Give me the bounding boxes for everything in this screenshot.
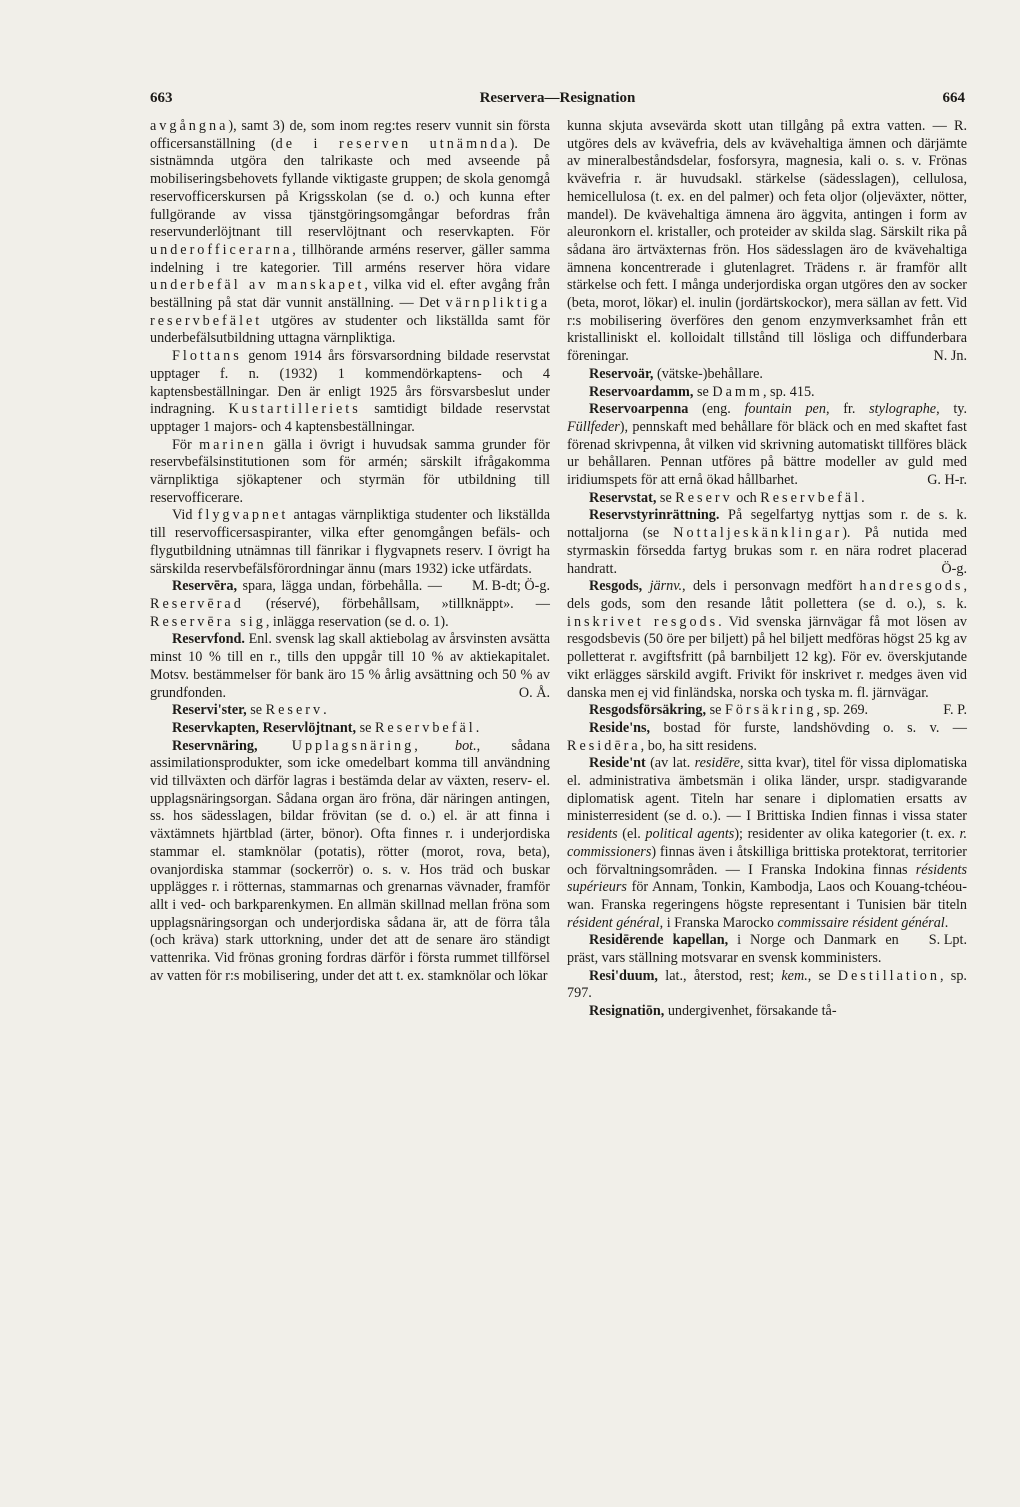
text-run: , sitta kvar), titel för vissa diplomatiska el. administrativa ämbetsmän i olika länder, urspr. stadigvarande diplomatisk agent. Titeln har senare i diplomatien ersatts av ministerresident (se d. o.). — I Brittiska Indien finnas i vissa stater [567,755,968,825]
text-run: samtidigt bildade reservstat upptager 1 majors- och 4 kaptensbeställningar. [150,401,550,435]
text-run: residēre [694,755,741,772]
text-run: . [861,489,865,506]
cross-reference: Reserv [675,489,733,506]
text-run: , sp. 415. [762,383,815,400]
text-run: , fr. [825,401,870,418]
text-run: lat., återstod, rest; [657,967,782,984]
headword: Reservēra, [172,578,237,595]
entry-resignation [567,1003,967,1021]
text-run: järnv. [649,578,683,595]
text-run: se [656,489,676,506]
text-run: . Vid svenska järnvägar få mot lösen av resgodsbevis (50 öre per biljett) på hel biljett medföras högst 25 kg av polletterat r. avgiftsfritt (på barnbiljett 12 kg). För ev. överskjutande vikt erlägges särskild avgift. Frivikt för inskrivet r. medges även vid danska men ej vid finländska, norska och tyska m. fl. järnvägar. [567,613,967,701]
headword: Reservkapten, Reservlöjtnant, [172,719,357,736]
text-run: och [732,489,761,506]
text-run: Füllfeder [567,418,620,435]
left-column [150,118,550,985]
running-title: Reservera—Resignation [479,90,636,106]
text-run: ). På nutida med styrmaskin försedda fartyg brukas som r. en nära rodret placerad handratt. [567,525,967,577]
text-run: , dels gods, som den resande låtit pollettera (se d. o.), s. k. [567,578,968,612]
text-run: För [172,436,200,453]
cross-reference: Reserv [265,702,324,719]
text-run: résident général [567,914,660,931]
entry-reservoardamm [567,384,967,402]
entry-reservoarpenna [567,401,967,490]
text-run: Reservērad [150,595,244,612]
text-run: , se [807,967,838,984]
text-run: stylographe [869,401,937,418]
text-run: (réservé), förbehållsam, »tillknäppt». — [243,595,550,612]
text-run: . [475,719,480,736]
text-run: ) finnas även i åtskilliga brittiska protektorat, territorier och förvaltningsområden. — I Franska Indokina finnas [567,843,967,878]
text-run: underofficerarna [150,241,293,258]
text-run: political agents [645,826,735,843]
text-run: . [944,914,949,931]
author-signature: Ö-g. [941,560,967,577]
author-signature: G. H-r. [927,472,967,489]
text-run: , inlägga reservation (se d. o. 1). [265,613,449,630]
entry-reservstyrinrattning [567,507,967,578]
text-run: se [246,702,266,719]
text-run: Kustartilleriets [228,401,361,418]
entry-reservstat [567,490,967,508]
text-run: flygvapnet [197,507,289,524]
text-run: avgångna [150,118,229,134]
text-run: antagas värnpliktiga studenter och likställda till reservofficersaspiranter, vilka efter genomgången befäls- och flygutbildning utnämnas till fänrikar i flygvapnets reserv. I övrigt ha särskilda reservbefälsförordningar ännu (mars 1932) icke utfärdats. [150,507,550,577]
page-number-left: 663 [150,90,173,106]
text-run: . [323,702,327,719]
text-run: ), samt 3) de, som inom reg:tes reserv vunnit sin första officersanställning ( [150,118,550,152]
text-run: , tillhörande arméns reserver, gäller samma indelning i tre kategorier. Till arméns reserver höra vidare [150,241,550,276]
text-run: , ty. [936,401,968,418]
text-run: se [693,383,713,400]
author-signature: O. Å. [518,684,550,701]
text-run: ). De sistnämnda utgöra den talrikaste och med avseende på mobiliseringsbehovets fyllande viktigaste gruppen; de skola genomgå reservofficerskursen på Krigsskolan (se d. o.) och kunna efter fullgörande av vissa tjänstgöringsomgångar befordras från reservunderlöjtnant till reservlöjtnant och reservkapten. För [150,135,550,241]
text-run: bot. [454,737,477,754]
text-run: , sp. 269. [816,702,869,719]
headword: Reservi'ster, [172,702,247,719]
headword: Reservstat, [589,489,657,506]
right-column [567,118,967,1021]
headword: Resgodsförsäkring, [589,702,707,719]
paragraph-marinen [150,437,550,508]
entry-residens [567,720,967,755]
text-run: de i reserven utnämnda [275,135,510,152]
text-run: Enl. svensk lag skall aktiebolag av årsvinsten avsätta minst 10 % till en r., tills den uppgår till 10 % av aktiekapitalet. Motsv. bestämmelser för bank äro 15 % årlig avsättning och 50 % av grundfonden. [150,631,550,701]
text-run: se [706,702,725,719]
text-run: för Annam, Tonkin, Kambodja, Laos och Kouang-tchéou-wan. Franska regeringens högste representant i Tunisien bär titeln [567,879,967,913]
headword: Reservoardamm, [589,383,694,400]
text-run: handresgods [859,578,964,595]
headword: Reservstyrinrättning. [589,507,720,524]
text-run: se [356,719,375,736]
cross-reference: Reservbefäl [760,489,862,506]
cross-reference: Försäkring [724,702,817,719]
text-run: På segelfartyg nyttjas som r. de s. k. nottaljorna (se [567,507,967,542]
text-run: genom 1914 års försvarsordning bildade reservstat upptager f. n. (1932) 1 kommendörkaptens- och 4 kaptensbeställningar. Den är enligt 1925 års försvarsbeslut under indragning. [150,348,550,418]
text-run: underbefäl av manskapet [150,277,365,294]
headword: Reside'nt [589,755,646,772]
paragraph-flottans [150,348,550,437]
headword: Reservoarpenna [589,401,689,418]
headword: Reservoär, [589,365,654,382]
text-run: spara, lägga undan, förbehålla. — [237,578,442,595]
text-run: , dels i personvagn medfört [682,578,860,595]
text-run: , sådana assimilationsprodukter, som icke omedelbart komma till användning vid tillväxten och därför lagras i bestämda delar av växten, reserv- el. upplagsnäringsorgan. Sådana organ äro fröna, där näringen antingen, ss. hos sädesslagen, bildar frövitan (se d. o.) el. är att finna i växtämnets hjärtblad (ärter, bönor). Ofta finnes r. i underjordiska stammar el. stamknölar (potatis), rötter (morot, rova, beta), ovanjordiska stammar (sockerrör) o. s. v. Hos träd och buskar upplägges r. i rötternas, stammarnas och grenarnas vävnader, framför allt i ved- och barkparenkymen. En allmän skillnad mellan fröna som upplagsnäringsorgan och underjordiska sådana är, att de förra tåla (och kräva) stark uttorkning, under det att de senare äro ständigt vattenrika. Vid frönas groning fordras därför i första rummet tillförsel av vatten för r:s mobilisering, under det att t. ex. stamknölar och lökar [150,737,550,984]
cross-reference: Nottaljeskänklingar [673,525,843,542]
text-run: bostad för furste, landshövding o. s. v. — [650,719,967,736]
paragraph-reservnaring-continued [567,118,967,366]
entry-reservoar [567,366,967,384]
text-run: (vätske-)behållare. [653,365,763,382]
headword: Reside'ns, [589,719,651,736]
text-run: (eng. [688,401,745,418]
entry-reservister [150,702,550,720]
entry-resgodsforsakring [567,702,967,720]
cross-reference: Reservbefäl [374,719,476,736]
text-run: Upplagsnäring, [257,737,455,754]
text-run: Flottans [172,348,242,365]
text-run: résidents supérieurs [567,861,967,896]
text-run: (av lat. [645,755,695,772]
text-run: fountain pen [744,401,826,418]
text-run: ); residenter av olika kategorier (t. ex. [734,826,960,843]
author-signature: S. Lpt. [928,932,967,949]
text-run: inskrivet resgods [567,613,719,630]
text-run: , bo, ha sitt residens. [640,737,757,754]
text-run: , sp. 797. [567,967,967,1002]
page-number-right: 664 [942,90,965,106]
headword: Resignatiōn, [589,1003,665,1020]
running-header [150,90,965,114]
text-run: marinen [199,436,267,453]
entry-reservnaring [150,738,550,986]
headword: Resi'duum, [589,967,658,984]
cross-reference: Damm [712,383,763,400]
entry-reservfond [150,631,550,702]
text-run: Vid [172,507,198,524]
text-run: residents [567,826,618,843]
author-signature: F. P. [943,702,967,719]
text-run: ), pennskaft med behållare för bläck och en med skaftet fast förenad skrivpenna, åt vilken vid skrivning automatiskt tillföres bläck ur behållaren. Pennan utföres på bättre modeller av guld med iridiumspets för att ernå ökad hållbarhet. [567,418,967,489]
headword: Residērende kapellan, [589,932,729,949]
headword: Reservnäring, [172,737,258,754]
text-run: commissaire résident général [777,914,945,931]
cross-reference: Destillation [837,967,940,984]
entry-residuum [567,968,967,1003]
text-run: Reservēra sig [150,613,266,630]
text-run: undergivenhet, försakande tå- [664,1003,837,1020]
text-run: utgöres av studenter och likställda samt för underbefälsutbildning uttagna värnpliktiga. [150,312,550,347]
text-run: gälla i övrigt i huvudsak samma grunder för reservbefälsinstitutionen som för armén; särskilt ifrågakomma värnpliktiga sjökaptener och styrmän för utbildning till reservofficerare. [150,436,550,506]
text-run: kunna skjuta avsevärda skott utan tillgång på extra vatten. — R. utgöres dels av kvävefria, dels av kvävehaltiga ämnen och därjämte av mineralbeståndsdelar, fosforsyra, magnesia, kali o. s. v. Frönas kvävefria r. är huvudsakl. stärkelse (sädesslagen), cellulosa, hemicellulosa (t. ex. en del palmer) och feta oljor (oljeväxter, nötter, mandel). De kvävehaltiga ämnena äro äggvita, antingen i form av aleuronkorn el. kristaller, och proteider av skilda slag. Särskilt rika på sådana äro ärtväxternas frön. Hos sädesslagen äro de kvävehaltiga ämnena koncentrerade i glutenlagret. Trädens r. är framför allt stärkelse och fett. I många underjordiska organ utgöres den av socker (beta, morot, lökar) el. inulin (jordärtskockor), mera sällan av fett. Vid r:s mobilisering överföres den genom enzymverksamhet från ett kristalliniskt el. kolloidalt tillstånd till lösliga och diffunderbara föreningar. [567,118,967,365]
text-run: kem. [781,967,808,984]
paragraph-reserve-officers [150,118,550,348]
text-run: i Norge och Danmark en präst, vars ställning motsvarar en svensk komministers. [567,932,899,967]
headword: Resgods, [589,578,643,595]
text-run: värnpliktiga reservbefälet [150,295,550,329]
text-run: , vilka vid el. efter avgång från beställning på stat där vunnit anställning. — Det [150,277,550,312]
author-signature: M. B-dt; Ö-g. [471,578,550,595]
text-run: (el. [617,826,646,843]
text-run: r. commissioners [567,826,967,860]
text-run: Residēra [567,737,641,754]
text-run [642,578,649,594]
headword: Reservfond. [172,631,245,648]
text-run: , i Franska Marocko [659,914,778,931]
entry-reservkapten [150,720,550,738]
author-signature: N. Jn. [933,348,967,365]
